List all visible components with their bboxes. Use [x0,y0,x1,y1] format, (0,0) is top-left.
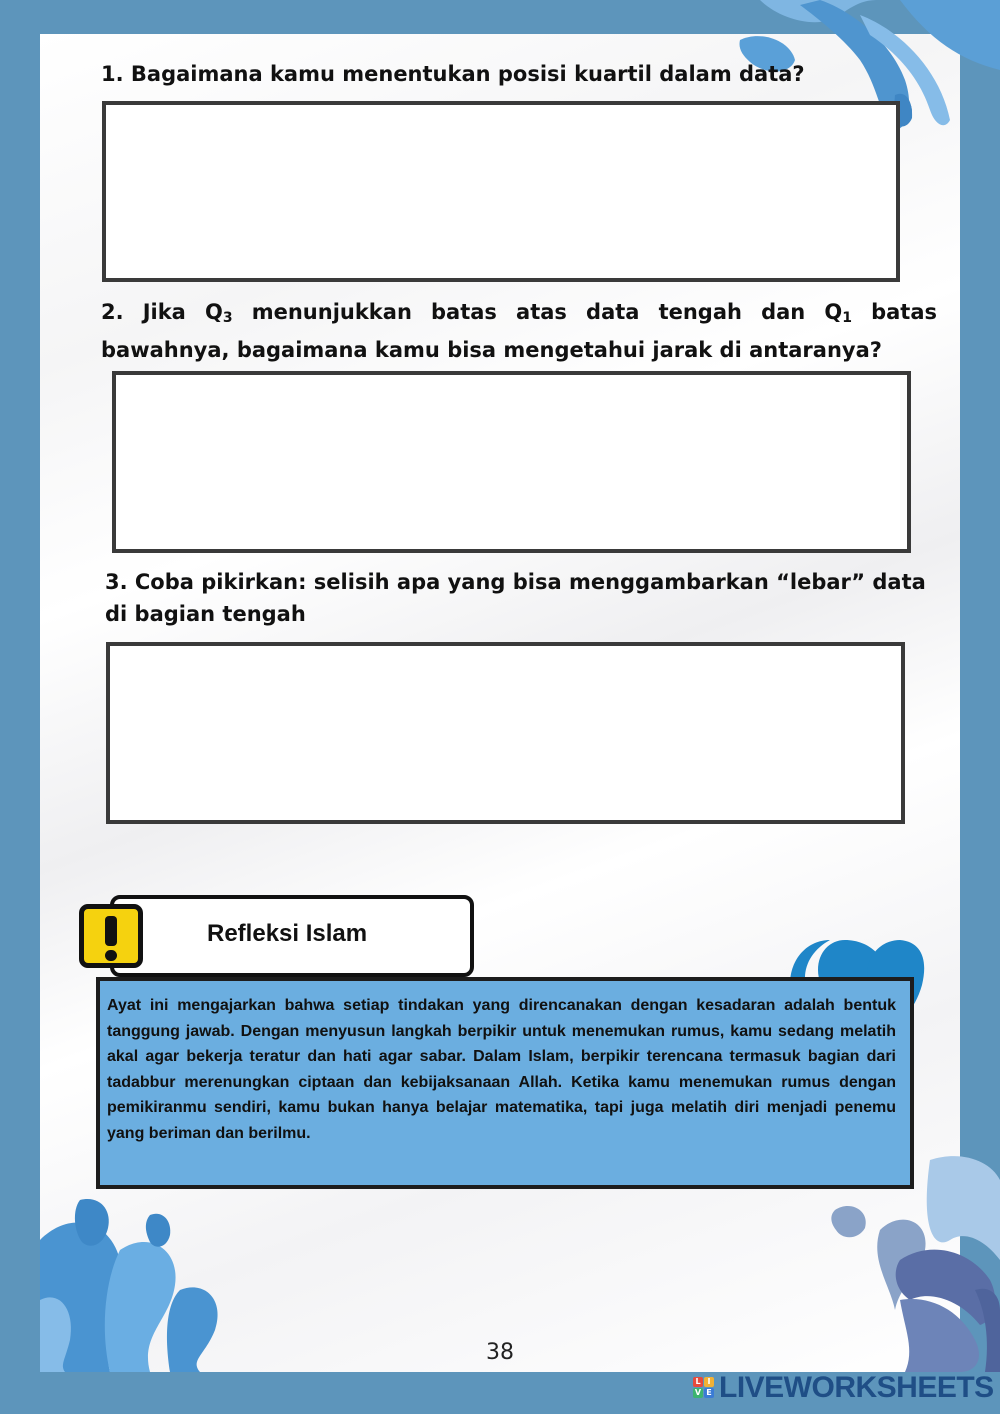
q3-subscript: 3 [222,310,233,326]
answer-box-1[interactable] [102,101,900,282]
answer-box-3[interactable] [106,642,905,824]
answer-box-2[interactable] [112,371,911,553]
question-2-part2: menunjukkan batas atas data tengah dan Q [232,300,843,324]
reflection-body: Ayat ini mengajarkan bahwa setiap tindakan yang direncanakan dengan kesadaran adalah bentuk tanggung jawab. Dengan menyusun langkah berpikir untuk menemukan rumus, kamu sedang melatih akal agar bekerja teratur dan hati agar sabar. Dalam Islam, berpikir terencana termasuk bagian dari tadabbur merenungkan ciptaan dan kebijaksanaan Allah. Ketika kamu menemukan rumus dengan pemikiranmu sendiri, kamu bukan hanya belajar matematika, tapi juga melatih diri menjadi penemu yang beriman dan berilmu. [107,997,896,1142]
reflection-title: Refleksi Islam [207,920,368,947]
question-2-text [101,296,937,366]
q1-subscript: 1 [842,310,852,326]
logo-letter: L [693,1377,703,1387]
question-1-text: 1. Bagaimana kamu menentukan posisi kuartil dalam data? [101,62,805,86]
question-2-part1: 2. Jika Q [101,300,223,324]
brand-name: LIVEWORKSHEETS [719,1371,994,1404]
logo-letter: E [704,1388,714,1398]
question-3-text: 3. Coba pikirkan: selisih apa yang bisa menggambarkan “lebar” data di bagian tengah [105,570,926,626]
warning-icon [79,904,143,968]
page-number: 38 [486,1340,514,1365]
logo-letter: V [694,1388,702,1397]
question-2-part3: batas bawahnya, bagaimana kamu bisa mengetahui jarak di antaranya? [101,300,938,362]
logo-grid-icon [693,1377,715,1399]
logo-letter: I [704,1377,714,1387]
liveworksheets-logo[interactable] [693,1373,993,1407]
